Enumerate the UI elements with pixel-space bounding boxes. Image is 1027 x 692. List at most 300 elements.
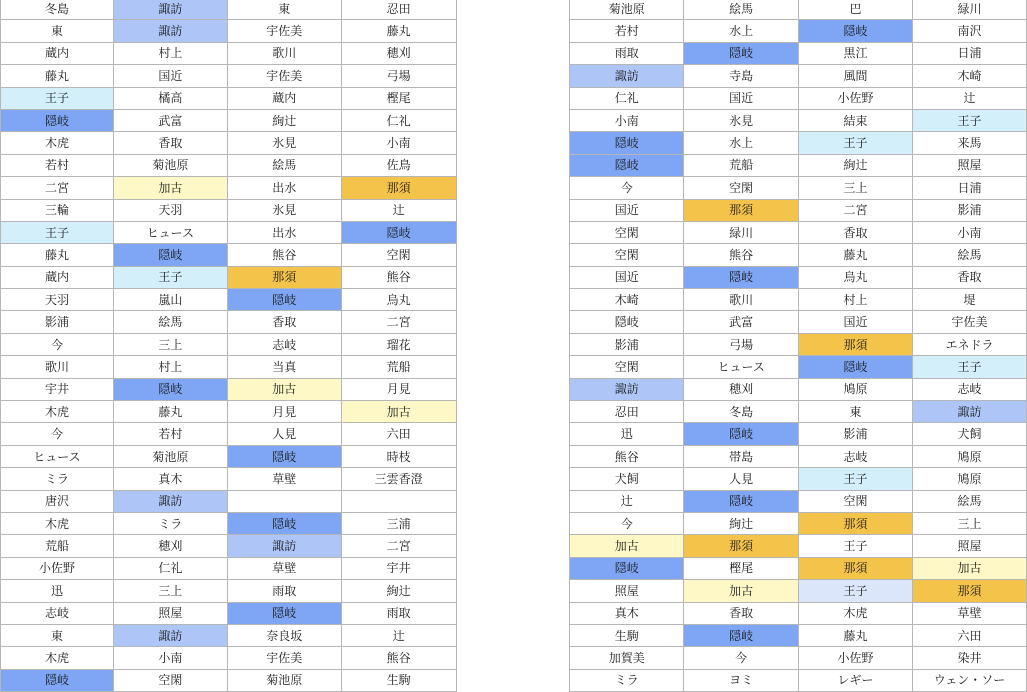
table-row (1, 490, 1027, 512)
cell[interactable]: 時枝 (341, 445, 456, 467)
cell[interactable]: 若村 (1, 154, 114, 176)
cell[interactable]: 犬飼 (913, 423, 1027, 445)
cell[interactable]: 香取 (227, 311, 341, 333)
cell[interactable]: 鳩原 (913, 468, 1027, 490)
cell[interactable]: 香取 (799, 221, 913, 243)
cell[interactable]: 影浦 (913, 199, 1027, 221)
cell[interactable]: 草壁 (227, 468, 341, 490)
cell[interactable]: 志岐 (1, 602, 114, 624)
cell[interactable]: 三浦 (341, 512, 456, 534)
cell[interactable] (227, 490, 341, 512)
cell[interactable]: 国近 (113, 65, 227, 87)
cell[interactable]: 隠岐 (227, 512, 341, 534)
cell[interactable]: 風間 (799, 65, 913, 87)
cell[interactable]: 荒船 (1, 535, 114, 557)
cell[interactable]: 月見 (227, 401, 341, 423)
cell[interactable]: 鳩原 (913, 445, 1027, 467)
cell[interactable]: 瑠花 (341, 333, 456, 355)
cell[interactable]: 若村 (113, 423, 227, 445)
cell[interactable]: 那須 (684, 535, 799, 557)
cell[interactable]: 迅 (570, 423, 684, 445)
cell[interactable]: 氷見 (227, 199, 341, 221)
cell[interactable]: ヒュース (113, 221, 227, 243)
cell[interactable]: 木虎 (1, 401, 114, 423)
cell[interactable]: 絢辻 (684, 512, 799, 534)
cell[interactable]: 王子 (1, 221, 114, 243)
cell[interactable]: 絵馬 (913, 244, 1027, 266)
cell[interactable]: 隠岐 (799, 20, 913, 42)
cell[interactable]: 熊谷 (684, 244, 799, 266)
cell[interactable]: ミラ (113, 512, 227, 534)
cell[interactable] (341, 490, 456, 512)
table-row (1, 445, 1027, 467)
cell[interactable]: 村上 (799, 289, 913, 311)
cell[interactable]: 緑川 (913, 0, 1027, 20)
cell[interactable]: 当真 (227, 356, 341, 378)
cell[interactable]: 空閑 (341, 244, 456, 266)
table-row (1, 557, 1027, 579)
table-row (1, 109, 1027, 131)
cell[interactable]: 冬島 (1, 0, 114, 20)
cell[interactable]: 絵馬 (913, 490, 1027, 512)
cell[interactable]: 隠岐 (1, 669, 114, 691)
cell[interactable]: 王子 (1, 87, 114, 109)
cell[interactable]: 寺島 (684, 65, 799, 87)
cell[interactable]: 東 (799, 401, 913, 423)
table-row (1, 535, 1027, 557)
cell[interactable]: 日浦 (913, 42, 1027, 64)
cell[interactable]: 辻 (570, 490, 684, 512)
cell[interactable]: 蔵内 (1, 42, 114, 64)
cell[interactable]: 武富 (113, 109, 227, 131)
cell[interactable]: 生駒 (341, 669, 456, 691)
cell[interactable]: 鳩原 (799, 378, 913, 400)
cell[interactable]: 那須 (913, 580, 1027, 602)
cell[interactable]: 唐沢 (1, 490, 114, 512)
cell[interactable]: 忍田 (570, 401, 684, 423)
cell[interactable]: 空閑 (570, 244, 684, 266)
cell[interactable]: 絵馬 (227, 154, 341, 176)
cell[interactable]: 宇佐美 (227, 65, 341, 87)
cell[interactable]: 出水 (227, 221, 341, 243)
cell[interactable]: 水上 (684, 20, 799, 42)
cell[interactable]: 荒船 (341, 356, 456, 378)
cell[interactable]: エネドラ (913, 333, 1027, 355)
table-row (1, 244, 1027, 266)
cell[interactable]: ヒュース (684, 356, 799, 378)
cell[interactable]: 王子 (799, 468, 913, 490)
cell[interactable]: 空閑 (570, 221, 684, 243)
cell[interactable]: 木虎 (1, 647, 114, 669)
cell[interactable]: 人見 (227, 423, 341, 445)
cell[interactable]: 空閑 (799, 490, 913, 512)
cell[interactable]: 王子 (799, 580, 913, 602)
cell[interactable]: 草壁 (913, 602, 1027, 624)
cell[interactable]: 菊池原 (227, 669, 341, 691)
cell[interactable]: 小南 (113, 647, 227, 669)
table-row (1, 356, 1027, 378)
empty-column-cell (456, 580, 570, 602)
cell[interactable]: ヨミ (684, 669, 799, 691)
cell[interactable]: 日浦 (913, 177, 1027, 199)
cell[interactable]: 東 (1, 20, 114, 42)
empty-column-cell (456, 177, 570, 199)
cell[interactable]: 村上 (113, 356, 227, 378)
cell[interactable]: 今 (570, 177, 684, 199)
cell[interactable]: 氷見 (684, 109, 799, 131)
table-row (1, 87, 1027, 109)
cell[interactable]: 加古 (570, 535, 684, 557)
cell[interactable]: 諏訪 (113, 490, 227, 512)
cell[interactable]: 照屋 (570, 580, 684, 602)
cell[interactable]: 蔵内 (227, 87, 341, 109)
cell[interactable]: 影浦 (799, 423, 913, 445)
cell[interactable]: 王子 (799, 535, 913, 557)
cell[interactable]: 隠岐 (227, 445, 341, 467)
empty-column-cell (456, 647, 570, 669)
cell[interactable]: 歌川 (227, 42, 341, 64)
empty-column-cell (456, 42, 570, 64)
cell[interactable]: 人見 (684, 468, 799, 490)
cell[interactable]: 志岐 (799, 445, 913, 467)
cell[interactable]: 雨取 (341, 602, 456, 624)
cell[interactable]: 諏訪 (113, 20, 227, 42)
empty-column-cell (456, 333, 570, 355)
cell[interactable]: ヒュース (1, 445, 114, 467)
cell[interactable]: 諏訪 (570, 378, 684, 400)
cell[interactable]: 荒船 (684, 154, 799, 176)
table-row (1, 0, 1027, 20)
cell[interactable]: 香取 (113, 132, 227, 154)
empty-column-cell (456, 20, 570, 42)
cell[interactable]: 王子 (799, 132, 913, 154)
cell[interactable]: 那須 (799, 512, 913, 534)
empty-column-cell (456, 490, 570, 512)
cell[interactable]: 王子 (913, 356, 1027, 378)
cell[interactable]: レギー (799, 669, 913, 691)
cell[interactable]: 東 (1, 624, 114, 646)
cell[interactable]: 村上 (113, 42, 227, 64)
cell[interactable]: 隠岐 (570, 557, 684, 579)
cell[interactable]: 隠岐 (570, 311, 684, 333)
cell[interactable]: 諏訪 (113, 624, 227, 646)
empty-column-cell (456, 624, 570, 646)
empty-column-cell (456, 244, 570, 266)
table-row (1, 311, 1027, 333)
cell[interactable]: 隠岐 (684, 624, 799, 646)
cell[interactable]: 藤丸 (1, 65, 114, 87)
cell[interactable]: 絢辻 (799, 154, 913, 176)
cell[interactable]: 二宮 (1, 177, 114, 199)
cell[interactable]: 樫尾 (684, 557, 799, 579)
cell[interactable]: 藤丸 (1, 244, 114, 266)
cell[interactable]: 照屋 (913, 154, 1027, 176)
cell[interactable]: 今 (570, 512, 684, 534)
cell[interactable]: 絵馬 (113, 311, 227, 333)
cell[interactable]: 国近 (570, 199, 684, 221)
empty-column-cell (456, 423, 570, 445)
cell[interactable]: 熊谷 (227, 244, 341, 266)
empty-column-cell (456, 401, 570, 423)
cell[interactable]: ミラ (570, 669, 684, 691)
cell[interactable]: 嵐山 (113, 289, 227, 311)
cell[interactable]: 隠岐 (684, 266, 799, 288)
empty-column-cell (456, 445, 570, 467)
cell[interactable]: 帯島 (684, 445, 799, 467)
cell[interactable]: 宇井 (341, 557, 456, 579)
cell[interactable]: 樫尾 (341, 87, 456, 109)
cell[interactable]: 宇佐美 (227, 20, 341, 42)
cell[interactable]: 緑川 (684, 221, 799, 243)
cell[interactable]: 仁礼 (113, 557, 227, 579)
cell[interactable]: 国近 (684, 87, 799, 109)
table-row (1, 378, 1027, 400)
cell[interactable]: 加古 (227, 378, 341, 400)
cell[interactable]: 木崎 (913, 65, 1027, 87)
cell[interactable]: 諏訪 (113, 0, 227, 20)
cell[interactable]: 隠岐 (113, 244, 227, 266)
cell[interactable]: 水上 (684, 132, 799, 154)
cell[interactable]: 歌川 (1, 356, 114, 378)
cell[interactable]: 菊池原 (113, 445, 227, 467)
cell[interactable]: 照屋 (113, 602, 227, 624)
cell[interactable]: 天羽 (113, 199, 227, 221)
cell[interactable]: 忍田 (341, 0, 456, 20)
cell[interactable]: 藤丸 (341, 20, 456, 42)
cell[interactable]: 熊谷 (570, 445, 684, 467)
cell[interactable]: 二宮 (341, 311, 456, 333)
cell[interactable]: 空閑 (113, 669, 227, 691)
cell[interactable]: 草壁 (227, 557, 341, 579)
table-row (1, 401, 1027, 423)
cell[interactable]: 生駒 (570, 624, 684, 646)
cell[interactable]: 歌川 (684, 289, 799, 311)
cell[interactable]: 小佐野 (799, 647, 913, 669)
cell[interactable]: 染井 (913, 647, 1027, 669)
table-row (1, 20, 1027, 42)
cell[interactable]: 木崎 (570, 289, 684, 311)
cell[interactable]: 弓場 (341, 65, 456, 87)
cell[interactable]: 藤丸 (799, 624, 913, 646)
cell[interactable]: 真木 (570, 602, 684, 624)
cell[interactable]: 隠岐 (227, 289, 341, 311)
table-row (1, 221, 1027, 243)
table-row (1, 580, 1027, 602)
cell[interactable]: ミラ (1, 468, 114, 490)
empty-column-cell (456, 669, 570, 691)
cell[interactable]: 加賀美 (570, 647, 684, 669)
cell[interactable]: 絢辻 (227, 109, 341, 131)
cell[interactable]: 南沢 (913, 20, 1027, 42)
cell[interactable]: 犬飼 (570, 468, 684, 490)
cell[interactable]: 辻 (341, 199, 456, 221)
cell[interactable]: 隠岐 (684, 490, 799, 512)
cell[interactable]: 菊池原 (113, 154, 227, 176)
cell[interactable]: 仁礼 (341, 109, 456, 131)
cell[interactable]: 小南 (341, 132, 456, 154)
cell[interactable]: 雨取 (570, 42, 684, 64)
empty-column-cell (456, 289, 570, 311)
cell[interactable]: 橘高 (113, 87, 227, 109)
cell[interactable]: 影浦 (570, 333, 684, 355)
cell[interactable]: 隠岐 (341, 221, 456, 243)
empty-column-cell (456, 221, 570, 243)
table-row (1, 624, 1027, 646)
cell[interactable]: 二宮 (799, 199, 913, 221)
empty-column-cell (456, 109, 570, 131)
table-row (1, 468, 1027, 490)
cell[interactable]: 堤 (913, 289, 1027, 311)
cell[interactable]: 天羽 (1, 289, 114, 311)
table-body (1, 0, 1027, 692)
cell[interactable]: 小南 (570, 109, 684, 131)
cell[interactable]: 月見 (341, 378, 456, 400)
cell[interactable]: 那須 (227, 266, 341, 288)
cell[interactable]: 空閑 (684, 177, 799, 199)
cell[interactable]: 辻 (341, 624, 456, 646)
cell[interactable]: 香取 (913, 266, 1027, 288)
empty-column-cell (456, 512, 570, 534)
cell[interactable]: 三上 (799, 177, 913, 199)
cell[interactable]: 真木 (113, 468, 227, 490)
cell[interactable]: 藤丸 (113, 401, 227, 423)
cell[interactable]: 穂刈 (684, 378, 799, 400)
cell[interactable]: 藤丸 (799, 244, 913, 266)
cell[interactable]: 今 (1, 423, 114, 445)
cell[interactable]: 氷見 (227, 132, 341, 154)
table-row (1, 65, 1027, 87)
cell[interactable]: 迅 (1, 580, 114, 602)
cell[interactable]: 隠岐 (570, 132, 684, 154)
cell[interactable]: 那須 (341, 177, 456, 199)
cell[interactable]: 若村 (570, 20, 684, 42)
cell[interactable]: 六田 (341, 423, 456, 445)
cell[interactable]: 加古 (341, 401, 456, 423)
cell[interactable]: 志岐 (227, 333, 341, 355)
cell[interactable]: 宇佐美 (913, 311, 1027, 333)
cell[interactable]: 巴 (799, 0, 913, 20)
cell[interactable]: 出水 (227, 177, 341, 199)
cell[interactable]: 影浦 (1, 311, 114, 333)
cell[interactable]: 奈良坂 (227, 624, 341, 646)
empty-column-cell (456, 65, 570, 87)
cell[interactable]: 佐鳥 (341, 154, 456, 176)
cell[interactable]: 志岐 (913, 378, 1027, 400)
cell[interactable]: 那須 (684, 199, 799, 221)
cell[interactable]: 二宮 (341, 535, 456, 557)
cell[interactable]: 穂刈 (113, 535, 227, 557)
cell[interactable]: 諏訪 (913, 401, 1027, 423)
cell[interactable]: 三雲香澄 (341, 468, 456, 490)
cell[interactable]: 諏訪 (227, 535, 341, 557)
table-row (1, 333, 1027, 355)
cell[interactable]: 隠岐 (684, 423, 799, 445)
cell[interactable]: 諏訪 (570, 65, 684, 87)
cell[interactable]: 宇井 (1, 378, 114, 400)
empty-column-cell (456, 87, 570, 109)
cell[interactable]: 熊谷 (341, 647, 456, 669)
cell[interactable]: 六田 (913, 624, 1027, 646)
cell[interactable]: 那須 (799, 333, 913, 355)
cell[interactable]: 隠岐 (113, 378, 227, 400)
cell[interactable]: 小佐野 (799, 87, 913, 109)
cell[interactable]: 隠岐 (684, 42, 799, 64)
cell[interactable]: 加古 (913, 557, 1027, 579)
cell[interactable]: 隠岐 (227, 602, 341, 624)
cell[interactable]: 隠岐 (570, 154, 684, 176)
table-row (1, 132, 1027, 154)
cell[interactable]: 今 (1, 333, 114, 355)
cell[interactable]: 烏丸 (341, 289, 456, 311)
cell[interactable]: 黒江 (799, 42, 913, 64)
table-row (1, 602, 1027, 624)
cell[interactable]: 小佐野 (1, 557, 114, 579)
empty-column-cell (456, 356, 570, 378)
cell[interactable]: 菊池原 (570, 0, 684, 20)
empty-column-cell (456, 311, 570, 333)
cell[interactable]: 蔵内 (1, 266, 114, 288)
cell[interactable]: 結束 (799, 109, 913, 131)
cell[interactable]: 三上 (113, 580, 227, 602)
cell[interactable]: 今 (684, 647, 799, 669)
cell[interactable]: 加古 (684, 580, 799, 602)
cell[interactable]: 絵馬 (684, 0, 799, 20)
cell[interactable]: 香取 (684, 602, 799, 624)
table-row (1, 289, 1027, 311)
empty-column-cell (456, 468, 570, 490)
cell[interactable]: 三上 (113, 333, 227, 355)
cell[interactable]: 東 (227, 0, 341, 20)
cell[interactable]: 宇佐美 (227, 647, 341, 669)
cell[interactable]: 穂刈 (341, 42, 456, 64)
cell[interactable]: 三上 (913, 512, 1027, 534)
cell[interactable]: 冬島 (684, 401, 799, 423)
cell[interactable]: 小南 (913, 221, 1027, 243)
cell[interactable]: 辻 (913, 87, 1027, 109)
cell[interactable]: 木虎 (1, 512, 114, 534)
cell[interactable]: 木虎 (799, 602, 913, 624)
cell[interactable]: 仁礼 (570, 87, 684, 109)
cell[interactable]: 烏丸 (799, 266, 913, 288)
cell[interactable]: 武富 (684, 311, 799, 333)
table-row (1, 512, 1027, 534)
cell[interactable]: 来馬 (913, 132, 1027, 154)
cell[interactable]: 熊谷 (341, 266, 456, 288)
cell[interactable]: 加古 (113, 177, 227, 199)
empty-column-cell (456, 154, 570, 176)
empty-column-cell (456, 378, 570, 400)
empty-column-cell (456, 602, 570, 624)
table-row (1, 669, 1027, 691)
cell[interactable]: 国近 (799, 311, 913, 333)
cell[interactable]: 空閑 (570, 356, 684, 378)
cell[interactable]: 弓場 (684, 333, 799, 355)
cell[interactable]: 木虎 (1, 132, 114, 154)
cell[interactable]: 三輪 (1, 199, 114, 221)
table-row (1, 199, 1027, 221)
cell[interactable]: 王子 (113, 266, 227, 288)
cell[interactable]: 国近 (570, 266, 684, 288)
cell[interactable]: 照屋 (913, 535, 1027, 557)
cell[interactable]: ウェン・ソー (913, 669, 1027, 691)
table-row (1, 423, 1027, 445)
cell[interactable]: 絢辻 (341, 580, 456, 602)
cell[interactable]: 隠岐 (1, 109, 114, 131)
cell[interactable]: 雨取 (227, 580, 341, 602)
cell[interactable]: 隠岐 (799, 356, 913, 378)
cell[interactable]: 那須 (799, 557, 913, 579)
cell[interactable]: 王子 (913, 109, 1027, 131)
